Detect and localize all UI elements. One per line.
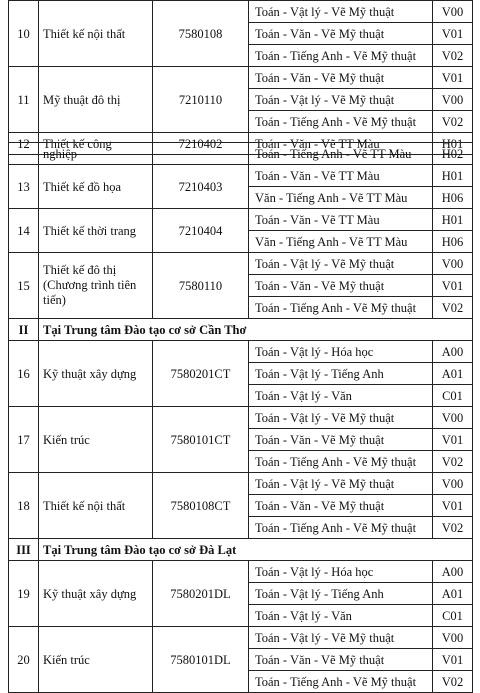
combo-code: V00 <box>433 473 473 495</box>
major-code: 7210402 <box>153 133 249 155</box>
combo-code: V01 <box>433 429 473 451</box>
major-name: Thiết kế nội thất <box>39 473 153 539</box>
row-number: 17 <box>9 407 39 473</box>
combo-code: V01 <box>433 67 473 89</box>
major-name: Mỹ thuật đô thị <box>39 67 153 133</box>
major-code <box>153 143 249 165</box>
major-name: Thiết kế thời trang <box>39 209 153 253</box>
combo-code: V00 <box>433 407 473 429</box>
subject-combo: Toán - Văn - Vẽ TT Màu <box>249 209 433 231</box>
subject-combo: Toán - Vật lý - Vẽ Mỹ thuật <box>249 253 433 275</box>
table-row <box>9 253 473 275</box>
subject-combo: Toán - Văn - Vẽ Mỹ thuật <box>249 495 433 517</box>
subject-combo: Toán - Vật lý - Hóa học <box>249 341 433 363</box>
combo-code: H06 <box>433 231 473 253</box>
group-header-row <box>9 319 473 341</box>
row-number: 13 <box>9 165 39 209</box>
combo-code: V00 <box>433 253 473 275</box>
major-code: 7210110 <box>153 67 249 133</box>
major-name: Kiến trúc <box>39 407 153 473</box>
combo-code: V02 <box>433 517 473 539</box>
table-row <box>9 341 473 363</box>
combo-code: H01 <box>433 209 473 231</box>
major-code: 7580201CT <box>153 341 249 407</box>
major-code: 7580110 <box>153 253 249 319</box>
subject-combo: Toán - Vật lý - Tiếng Anh <box>249 583 433 605</box>
table-row <box>9 627 473 649</box>
subject-combo: Toán - Văn - Vẽ Mỹ thuật <box>249 23 433 45</box>
group-title: Tại Trung tâm Đào tạo cơ sở Cần Thơ <box>39 319 473 341</box>
major-name: nghiệp <box>39 143 153 165</box>
table-row <box>9 1 473 23</box>
combo-code: V00 <box>433 627 473 649</box>
major-name: Thiết kế nội thất <box>39 1 153 67</box>
combo-code: H02 <box>433 143 473 165</box>
subject-combo: Toán - Tiếng Anh - Vẽ Mỹ thuật <box>249 517 433 539</box>
subject-combo: Toán - Vật lý - Tiếng Anh <box>249 363 433 385</box>
row-number: 11 <box>9 67 39 133</box>
table-row <box>9 407 473 429</box>
group-number: II <box>9 319 39 341</box>
subject-combo: Toán - Vật lý - Văn <box>249 605 433 627</box>
combo-code: V01 <box>433 495 473 517</box>
row-number: 19 <box>9 561 39 627</box>
combo-code: V02 <box>433 451 473 473</box>
combo-code: V02 <box>433 45 473 67</box>
subject-combo: Toán - Tiếng Anh - Vẽ Mỹ thuật <box>249 671 433 693</box>
combo-code: C01 <box>433 605 473 627</box>
major-code: 7210404 <box>153 209 249 253</box>
subject-combo: Toán - Tiếng Anh - Vẽ Mỹ thuật <box>249 111 433 133</box>
row-number: 20 <box>9 627 39 693</box>
combo-code: V02 <box>433 297 473 319</box>
combo-code: V00 <box>433 89 473 111</box>
row-number: 15 <box>9 253 39 319</box>
combo-code: V01 <box>433 649 473 671</box>
subject-combo: Toán - Vật lý - Vẽ Mỹ thuật <box>249 473 433 495</box>
combo-code: A00 <box>433 341 473 363</box>
row-number: 18 <box>9 473 39 539</box>
subject-combo: Văn - Tiếng Anh - Vẽ TT Màu <box>249 187 433 209</box>
subject-combo: Toán - Văn - Vẽ Mỹ thuật <box>249 275 433 297</box>
major-code: 7580108CT <box>153 473 249 539</box>
subject-combo: Toán - Vật lý - Vẽ Mỹ thuật <box>249 627 433 649</box>
major-code: 7580101CT <box>153 407 249 473</box>
subject-combo: Toán - Vật lý - Vẽ Mỹ thuật <box>249 1 433 23</box>
major-code: 7210403 <box>153 165 249 209</box>
subject-combo: Toán - Tiếng Anh - Vẽ Mỹ thuật <box>249 45 433 67</box>
group-header-row <box>9 539 473 561</box>
combo-code: H06 <box>433 187 473 209</box>
combo-code: V01 <box>433 23 473 45</box>
major-code: 7580108 <box>153 1 249 67</box>
major-name: Thiết kế đô thị (Chương trình tiên tiến) <box>39 253 153 319</box>
subject-combo: Toán - Văn - Vẽ TT Màu <box>249 133 433 155</box>
subject-combo: Văn - Tiếng Anh - Vẽ TT Màu <box>249 231 433 253</box>
major-name: Kỹ thuật xây dựng <box>39 561 153 627</box>
table-row <box>9 67 473 89</box>
admissions-table-bottom <box>8 142 473 693</box>
subject-combo: Toán - Tiếng Anh - Vẽ Mỹ thuật <box>249 451 433 473</box>
combo-code: H01 <box>433 133 473 155</box>
subject-combo: Toán - Văn - Vẽ Mỹ thuật <box>249 429 433 451</box>
combo-code: A01 <box>433 583 473 605</box>
group-number: III <box>9 539 39 561</box>
subject-combo: Toán - Vật lý - Vẽ Mỹ thuật <box>249 407 433 429</box>
combo-code: V02 <box>433 671 473 693</box>
subject-combo: Toán - Vật lý - Hóa học <box>249 561 433 583</box>
subject-combo: Toán - Văn - Vẽ Mỹ thuật <box>249 649 433 671</box>
major-name: Kỹ thuật xây dựng <box>39 341 153 407</box>
table-row <box>9 561 473 583</box>
subject-combo: Toán - Văn - Vẽ Mỹ thuật <box>249 67 433 89</box>
combo-code: V01 <box>433 275 473 297</box>
combo-code: H01 <box>433 165 473 187</box>
combo-code: V00 <box>433 1 473 23</box>
subject-combo: Toán - Tiếng Anh - Vẽ Mỹ thuật <box>249 297 433 319</box>
major-code: 7580201DL <box>153 561 249 627</box>
major-name: Thiết kế công <box>39 133 153 155</box>
row-number: 12 <box>9 133 39 155</box>
major-name: Thiết kế đồ họa <box>39 165 153 209</box>
row-number: 16 <box>9 341 39 407</box>
subject-combo: Toán - Vật lý - Văn <box>249 385 433 407</box>
combo-code: A01 <box>433 363 473 385</box>
major-code: 7580101DL <box>153 627 249 693</box>
combo-code: V02 <box>433 111 473 133</box>
combo-code: C01 <box>433 385 473 407</box>
major-name: Kiến trúc <box>39 627 153 693</box>
group-title: Tại Trung tâm Đào tạo cơ sở Đà Lạt <box>39 539 473 561</box>
subject-combo: Toán - Văn - Vẽ TT Màu <box>249 165 433 187</box>
table-row <box>9 165 473 187</box>
table-row <box>9 143 473 165</box>
subject-combo: Toán - Vật lý - Vẽ Mỹ thuật <box>249 89 433 111</box>
table-row <box>9 209 473 231</box>
table-row <box>9 473 473 495</box>
subject-combo: Toán - Tiếng Anh - Vẽ TT Màu <box>249 143 433 165</box>
row-number <box>9 143 39 165</box>
row-number: 14 <box>9 209 39 253</box>
admissions-table-top <box>8 0 473 155</box>
row-number: 10 <box>9 1 39 67</box>
combo-code: A00 <box>433 561 473 583</box>
